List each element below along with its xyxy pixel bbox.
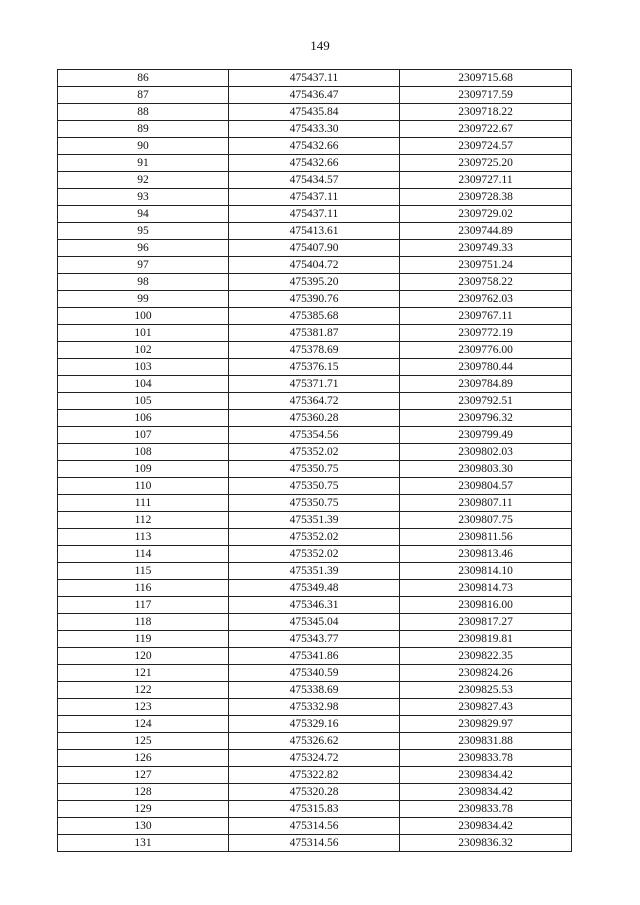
table-row [58, 240, 572, 257]
point-number-cell: 93 [58, 189, 229, 206]
table-row [58, 308, 572, 325]
table-row [58, 597, 572, 614]
x-coordinate-cell: 475432.66 [229, 155, 400, 172]
y-coordinate-cell: 2309718.22 [400, 104, 572, 121]
y-coordinate-cell: 2309829.97 [400, 716, 572, 733]
y-coordinate-cell: 2309822.35 [400, 648, 572, 665]
y-coordinate-cell: 2309715.68 [400, 70, 572, 87]
table-row [58, 274, 572, 291]
x-coordinate-cell: 475407.90 [229, 240, 400, 257]
y-coordinate-cell: 2309824.26 [400, 665, 572, 682]
y-coordinate-cell: 2309802.03 [400, 444, 572, 461]
x-coordinate-cell: 475346.31 [229, 597, 400, 614]
y-coordinate-cell: 2309819.81 [400, 631, 572, 648]
x-coordinate-cell: 475395.20 [229, 274, 400, 291]
point-number-cell: 102 [58, 342, 229, 359]
y-coordinate-cell: 2309834.42 [400, 767, 572, 784]
x-coordinate-cell: 475324.72 [229, 750, 400, 767]
y-coordinate-cell: 2309811.56 [400, 529, 572, 546]
table-row [58, 121, 572, 138]
y-coordinate-cell: 2309834.42 [400, 818, 572, 835]
x-coordinate-cell: 475351.39 [229, 512, 400, 529]
point-number-cell: 90 [58, 138, 229, 155]
point-number-cell: 87 [58, 87, 229, 104]
x-coordinate-cell: 475314.56 [229, 818, 400, 835]
x-coordinate-cell: 475352.02 [229, 444, 400, 461]
x-coordinate-cell: 475432.66 [229, 138, 400, 155]
point-number-cell: 105 [58, 393, 229, 410]
y-coordinate-cell: 2309751.24 [400, 257, 572, 274]
point-number-cell: 129 [58, 801, 229, 818]
y-coordinate-cell: 2309836.32 [400, 835, 572, 852]
point-number-cell: 121 [58, 665, 229, 682]
point-number-cell: 106 [58, 410, 229, 427]
x-coordinate-cell: 475340.59 [229, 665, 400, 682]
x-coordinate-cell: 475322.82 [229, 767, 400, 784]
table-row [58, 427, 572, 444]
table-row [58, 733, 572, 750]
x-coordinate-cell: 475326.62 [229, 733, 400, 750]
table-row [58, 682, 572, 699]
y-coordinate-cell: 2309762.03 [400, 291, 572, 308]
y-coordinate-cell: 2309807.75 [400, 512, 572, 529]
y-coordinate-cell: 2309728.38 [400, 189, 572, 206]
y-coordinate-cell: 2309833.78 [400, 801, 572, 818]
point-number-cell: 115 [58, 563, 229, 580]
y-coordinate-cell: 2309827.43 [400, 699, 572, 716]
x-coordinate-cell: 475360.28 [229, 410, 400, 427]
coordinate-table [57, 69, 572, 852]
x-coordinate-cell: 475435.84 [229, 104, 400, 121]
y-coordinate-cell: 2309729.02 [400, 206, 572, 223]
x-coordinate-cell: 475350.75 [229, 461, 400, 478]
point-number-cell: 110 [58, 478, 229, 495]
point-number-cell: 95 [58, 223, 229, 240]
point-number-cell: 98 [58, 274, 229, 291]
point-number-cell: 122 [58, 682, 229, 699]
x-coordinate-cell: 475404.72 [229, 257, 400, 274]
y-coordinate-cell: 2309780.44 [400, 359, 572, 376]
y-coordinate-cell: 2309799.49 [400, 427, 572, 444]
table-row [58, 767, 572, 784]
y-coordinate-cell: 2309804.57 [400, 478, 572, 495]
table-row [58, 257, 572, 274]
table-row [58, 444, 572, 461]
page-number: 149 [310, 38, 330, 53]
coordinate-table-body [58, 70, 572, 852]
y-coordinate-cell: 2309833.78 [400, 750, 572, 767]
x-coordinate-cell: 475332.98 [229, 699, 400, 716]
point-number-cell: 130 [58, 818, 229, 835]
point-number-cell: 112 [58, 512, 229, 529]
y-coordinate-cell: 2309717.59 [400, 87, 572, 104]
x-coordinate-cell: 475352.02 [229, 529, 400, 546]
x-coordinate-cell: 475378.69 [229, 342, 400, 359]
y-coordinate-cell: 2309807.11 [400, 495, 572, 512]
point-number-cell: 103 [58, 359, 229, 376]
point-number-cell: 101 [58, 325, 229, 342]
x-coordinate-cell: 475343.77 [229, 631, 400, 648]
x-coordinate-cell: 475349.48 [229, 580, 400, 597]
table-row [58, 478, 572, 495]
point-number-cell: 117 [58, 597, 229, 614]
table-row [58, 376, 572, 393]
table-row [58, 563, 572, 580]
point-number-cell: 119 [58, 631, 229, 648]
x-coordinate-cell: 475433.30 [229, 121, 400, 138]
table-row [58, 801, 572, 818]
table-row [58, 835, 572, 852]
point-number-cell: 107 [58, 427, 229, 444]
table-row [58, 138, 572, 155]
x-coordinate-cell: 475436.47 [229, 87, 400, 104]
y-coordinate-cell: 2309776.00 [400, 342, 572, 359]
table-row [58, 410, 572, 427]
table-row [58, 206, 572, 223]
x-coordinate-cell: 475345.04 [229, 614, 400, 631]
point-number-cell: 92 [58, 172, 229, 189]
point-number-cell: 108 [58, 444, 229, 461]
x-coordinate-cell: 475437.11 [229, 189, 400, 206]
table-row [58, 291, 572, 308]
y-coordinate-cell: 2309796.32 [400, 410, 572, 427]
y-coordinate-cell: 2309792.51 [400, 393, 572, 410]
x-coordinate-cell: 475390.76 [229, 291, 400, 308]
table-row [58, 546, 572, 563]
y-coordinate-cell: 2309814.10 [400, 563, 572, 580]
table-row [58, 699, 572, 716]
y-coordinate-cell: 2309813.46 [400, 546, 572, 563]
point-number-cell: 99 [58, 291, 229, 308]
point-number-cell: 89 [58, 121, 229, 138]
table-row [58, 631, 572, 648]
point-number-cell: 91 [58, 155, 229, 172]
point-number-cell: 94 [58, 206, 229, 223]
y-coordinate-cell: 2309831.88 [400, 733, 572, 750]
x-coordinate-cell: 475338.69 [229, 682, 400, 699]
x-coordinate-cell: 475385.68 [229, 308, 400, 325]
x-coordinate-cell: 475437.11 [229, 206, 400, 223]
y-coordinate-cell: 2309749.33 [400, 240, 572, 257]
y-coordinate-cell: 2309744.89 [400, 223, 572, 240]
y-coordinate-cell: 2309817.27 [400, 614, 572, 631]
table-row [58, 648, 572, 665]
y-coordinate-cell: 2309772.19 [400, 325, 572, 342]
point-number-cell: 104 [58, 376, 229, 393]
table-row [58, 614, 572, 631]
y-coordinate-cell: 2309758.22 [400, 274, 572, 291]
table-row [58, 223, 572, 240]
x-coordinate-cell: 475354.56 [229, 427, 400, 444]
y-coordinate-cell: 2309803.30 [400, 461, 572, 478]
point-number-cell: 131 [58, 835, 229, 852]
table-row [58, 750, 572, 767]
table-row [58, 495, 572, 512]
point-number-cell: 88 [58, 104, 229, 121]
y-coordinate-cell: 2309727.11 [400, 172, 572, 189]
point-number-cell: 125 [58, 733, 229, 750]
x-coordinate-cell: 475376.15 [229, 359, 400, 376]
x-coordinate-cell: 475350.75 [229, 478, 400, 495]
table-row [58, 512, 572, 529]
point-number-cell: 113 [58, 529, 229, 546]
point-number-cell: 114 [58, 546, 229, 563]
table-row [58, 87, 572, 104]
y-coordinate-cell: 2309722.67 [400, 121, 572, 138]
point-number-cell: 86 [58, 70, 229, 87]
point-number-cell: 109 [58, 461, 229, 478]
point-number-cell: 116 [58, 580, 229, 597]
table-row [58, 580, 572, 597]
point-number-cell: 127 [58, 767, 229, 784]
point-number-cell: 100 [58, 308, 229, 325]
x-coordinate-cell: 475320.28 [229, 784, 400, 801]
y-coordinate-cell: 2309834.42 [400, 784, 572, 801]
x-coordinate-cell: 475350.75 [229, 495, 400, 512]
y-coordinate-cell: 2309724.57 [400, 138, 572, 155]
table-row [58, 784, 572, 801]
table-row [58, 665, 572, 682]
x-coordinate-cell: 475381.87 [229, 325, 400, 342]
x-coordinate-cell: 475413.61 [229, 223, 400, 240]
table-row [58, 461, 572, 478]
x-coordinate-cell: 475371.71 [229, 376, 400, 393]
y-coordinate-cell: 2309784.89 [400, 376, 572, 393]
x-coordinate-cell: 475341.86 [229, 648, 400, 665]
table-row [58, 393, 572, 410]
x-coordinate-cell: 475315.83 [229, 801, 400, 818]
point-number-cell: 128 [58, 784, 229, 801]
y-coordinate-cell: 2309814.73 [400, 580, 572, 597]
table-row [58, 104, 572, 121]
table-row [58, 172, 572, 189]
point-number-cell: 96 [58, 240, 229, 257]
x-coordinate-cell: 475352.02 [229, 546, 400, 563]
x-coordinate-cell: 475364.72 [229, 393, 400, 410]
point-number-cell: 126 [58, 750, 229, 767]
x-coordinate-cell: 475434.57 [229, 172, 400, 189]
point-number-cell: 123 [58, 699, 229, 716]
point-number-cell: 97 [58, 257, 229, 274]
x-coordinate-cell: 475351.39 [229, 563, 400, 580]
point-number-cell: 124 [58, 716, 229, 733]
y-coordinate-cell: 2309825.53 [400, 682, 572, 699]
table-row [58, 818, 572, 835]
table-row [58, 342, 572, 359]
table-row [58, 359, 572, 376]
y-coordinate-cell: 2309767.11 [400, 308, 572, 325]
point-number-cell: 118 [58, 614, 229, 631]
y-coordinate-cell: 2309816.00 [400, 597, 572, 614]
table-row [58, 189, 572, 206]
table-row [58, 529, 572, 546]
table-row [58, 716, 572, 733]
point-number-cell: 120 [58, 648, 229, 665]
point-number-cell: 111 [58, 495, 229, 512]
y-coordinate-cell: 2309725.20 [400, 155, 572, 172]
table-row [58, 70, 572, 87]
x-coordinate-cell: 475437.11 [229, 70, 400, 87]
table-row [58, 325, 572, 342]
x-coordinate-cell: 475329.16 [229, 716, 400, 733]
x-coordinate-cell: 475314.56 [229, 835, 400, 852]
table-row [58, 155, 572, 172]
